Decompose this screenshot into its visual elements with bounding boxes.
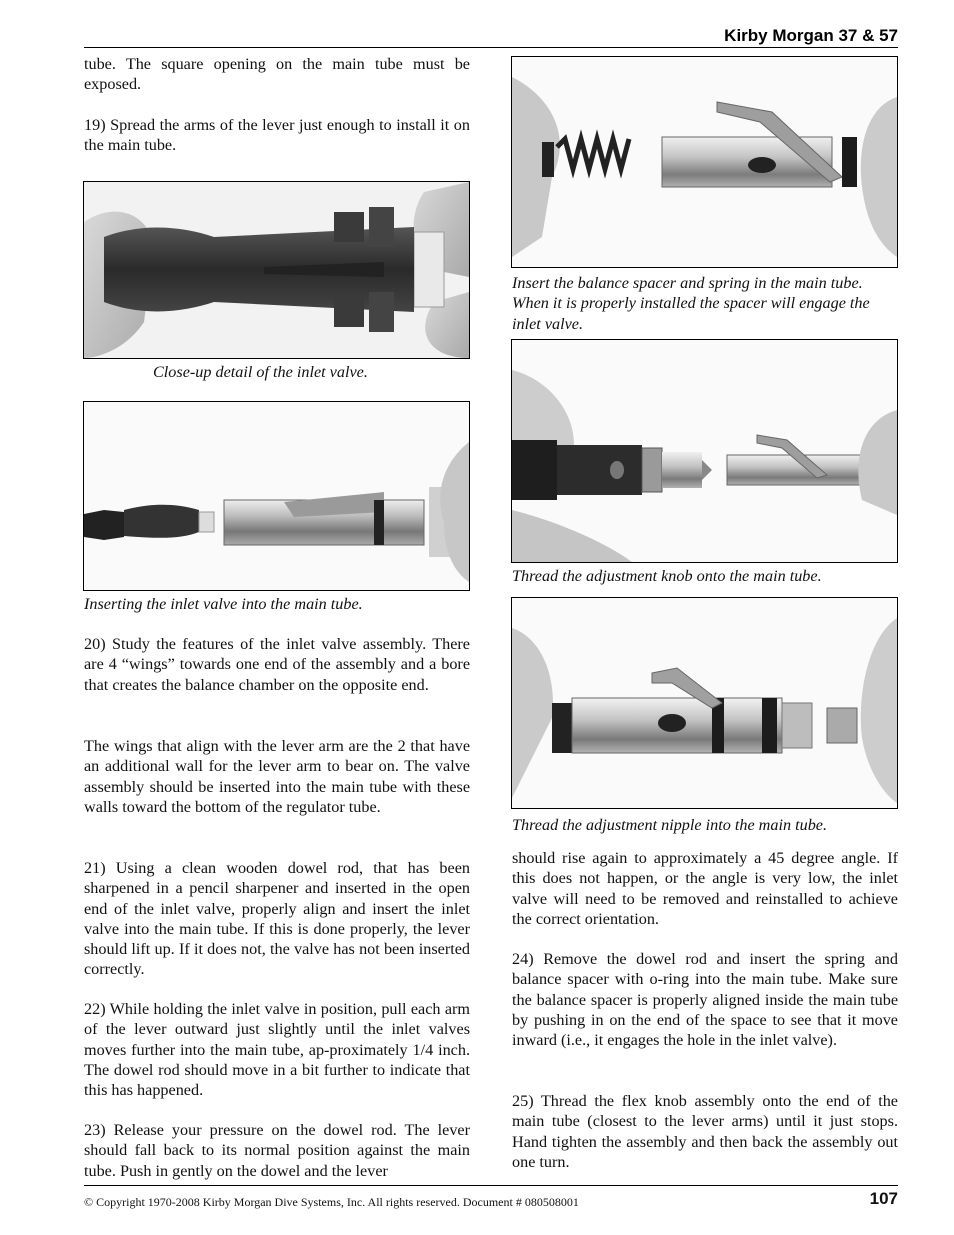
footer-rule	[84, 1185, 898, 1186]
paragraph-step-20-wings: The wings that align with the lever arm are the 2 that have an additional wall for the lever arm to bear on. The valve assembly should be inserted into the main tube with these walls toward the bottom of the regulator tube.	[84, 737, 470, 816]
paragraph-step-23-continued: should rise again to approximately a 45 degree angle. If this does not happen, or the angle is very low, the inlet valve will need to be removed and reinstalled to achieve the correct orientation.	[512, 849, 898, 928]
running-header-title: Kirby Morgan 37 & 57	[724, 26, 898, 45]
photo3-caption: Insert the balance spacer and spring in the main tube. When it is properly installed the spacer will engage the inlet valve.	[512, 274, 870, 333]
paragraph-step-23: 23) Release your pressure on the dowel rod. The lever should fall back to its normal position against the main tube. Push in gently on the dowel and the lever	[84, 1121, 470, 1180]
paragraph-step-24: 24) Remove the dowel rod and insert the spring and balance spacer with o-ring into the main tube. Make sure the balance spacer is properly aligned inside the main tube by pushing in on the end of the space to see that it move inward (i.e., it engages the hole in the inlet valve).	[512, 950, 898, 1050]
photo4-caption: Thread the adjustment knob onto the main tube.	[512, 567, 822, 585]
photo-balance-spacer-spring	[511, 56, 898, 268]
photo-adjustment-nipple	[511, 597, 898, 809]
photo-inlet-valve-closeup	[83, 181, 470, 359]
footer-copyright: © Copyright 1970-2008 Kirby Morgan Dive Systems, Inc. All rights reserved. Document # 080508001	[84, 1195, 579, 1209]
photo2-caption: Inserting the inlet valve into the main tube.	[84, 595, 363, 613]
photo-inserting-inlet-valve	[83, 401, 470, 591]
page-number: 107	[869, 1189, 898, 1208]
paragraph-continued: tube. The square opening on the main tube must be exposed.	[84, 55, 470, 94]
header-rule	[84, 47, 898, 48]
paragraph-step-22: 22) While holding the inlet valve in position, pull each arm of the lever outward just slightly until the inlet valves moves further into the main tube, ap-proximately 1/4 inch. The dowel rod should move in a bit further to indicate that this has happened.	[84, 1000, 470, 1100]
paragraph-step-19: 19) Spread the arms of the lever just enough to install it on the main tube.	[84, 116, 470, 155]
paragraph-step-25: 25) Thread the flex knob assembly onto the end of the main tube (closest to the lever arms) until it just stops. Hand tighten the assembly and then back the assembly out one turn.	[512, 1092, 898, 1171]
photo5-caption: Thread the adjustment nipple into the main tube.	[512, 816, 828, 834]
paragraph-step-21: 21) Using a clean wooden dowel rod, that has been sharpened in a pencil sharpener and inserted in the open end of the inlet valve, properly align and insert the inlet valve into the main tube. If this is done properly, the lever should lift up. If it does not, the valve has not been inserted correctly.	[84, 859, 470, 979]
photo-adjustment-knob	[511, 339, 898, 563]
photo1-caption: Close-up detail of the inlet valve.	[153, 363, 368, 381]
paragraph-step-20: 20) Study the features of the inlet valve assembly. There are 4 “wings” towards one end of the assembly and a bore that creates the balance chamber on the opposite end.	[84, 635, 470, 694]
